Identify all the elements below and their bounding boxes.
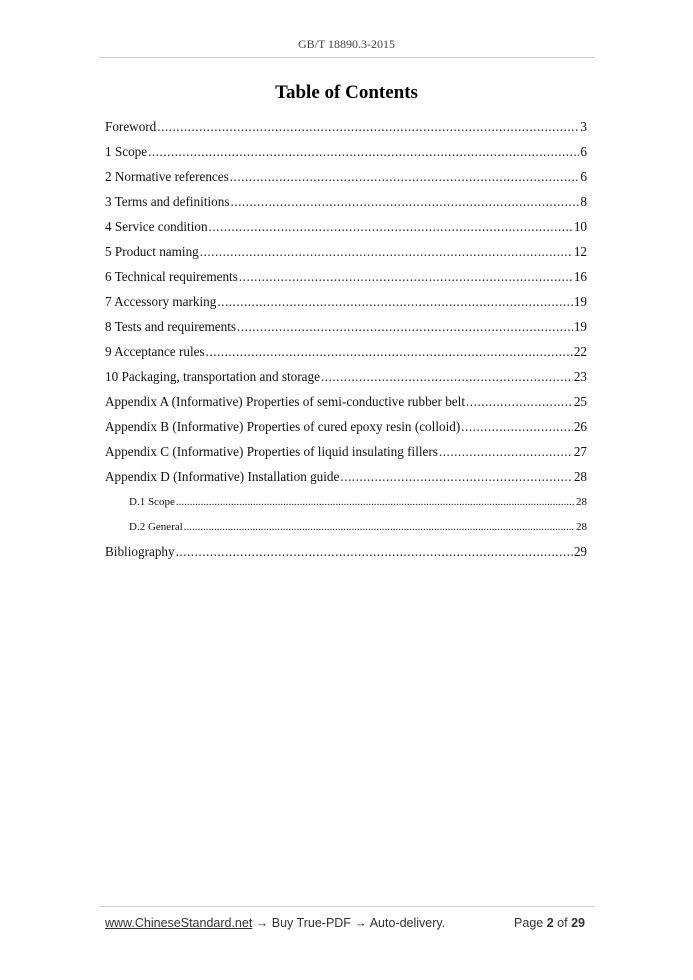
footer-divider bbox=[99, 906, 595, 907]
toc-entry-appendix-c[interactable] bbox=[105, 442, 587, 467]
toc-dot-leader bbox=[217, 292, 572, 312]
toc-entry-d1-scope[interactable] bbox=[105, 492, 587, 517]
toc-list bbox=[105, 117, 587, 567]
toc-entry-page: 6 bbox=[580, 144, 587, 159]
toc-entry-normative-references[interactable] bbox=[105, 167, 587, 192]
toc-entry-label: 10 Packaging, transportation and storage bbox=[105, 369, 320, 384]
toc-dot-leader bbox=[321, 367, 573, 387]
toc-entry-tests-requirements[interactable] bbox=[105, 317, 587, 342]
toc-dot-leader bbox=[340, 467, 572, 487]
toc-entry-page: 27 bbox=[573, 444, 587, 459]
toc-entry-bibliography[interactable] bbox=[105, 542, 587, 567]
toc-dot-leader bbox=[237, 317, 573, 337]
page-footer bbox=[105, 916, 585, 930]
toc-entry-label: D.2 General bbox=[129, 521, 183, 533]
total-pages: 29 bbox=[571, 916, 585, 930]
toc-entry-label: 9 Acceptance rules bbox=[105, 344, 205, 359]
toc-entry-label: 3 Terms and definitions bbox=[105, 194, 230, 209]
toc-entry-scope[interactable] bbox=[105, 142, 587, 167]
toc-entry-appendix-d[interactable] bbox=[105, 467, 587, 492]
toc-dot-leader bbox=[176, 542, 573, 562]
toc-entry-label: Appendix C (Informative) Properties of liquid insulating fillers bbox=[105, 444, 438, 459]
toc-entry-acceptance-rules[interactable] bbox=[105, 342, 587, 367]
toc-entry-page: 22 bbox=[573, 344, 587, 359]
toc-entry-page: 23 bbox=[573, 369, 587, 384]
toc-dot-leader bbox=[461, 417, 573, 437]
toc-entry-terms-definitions[interactable] bbox=[105, 192, 587, 217]
toc-entry-label: Bibliography bbox=[105, 544, 175, 559]
toc-entry-appendix-b[interactable] bbox=[105, 417, 587, 442]
toc-entry-label: Foreword bbox=[105, 119, 157, 134]
toc-entry-appendix-a[interactable] bbox=[105, 392, 587, 417]
toc-dot-leader bbox=[230, 192, 579, 212]
toc-dot-leader bbox=[157, 117, 579, 137]
toc-entry-page: 6 bbox=[580, 169, 587, 184]
toc-entry-label: 1 Scope bbox=[105, 144, 148, 159]
toc-entry-product-naming[interactable] bbox=[105, 242, 587, 267]
toc-entry-page: 25 bbox=[573, 394, 587, 409]
footer-promo-text: → Buy True-PDF → Auto-delivery. bbox=[252, 916, 446, 930]
toc-entry-page: 8 bbox=[580, 194, 587, 209]
toc-entry-page: 19 bbox=[573, 294, 587, 309]
of-word: of bbox=[557, 916, 568, 930]
toc-entry-page: 26 bbox=[573, 419, 587, 434]
toc-entry-page: 28 bbox=[576, 521, 587, 533]
site-link[interactable]: www.ChineseStandard.net bbox=[105, 916, 253, 930]
toc-dot-leader bbox=[209, 217, 573, 237]
toc-entry-page: 10 bbox=[573, 219, 587, 234]
toc-entry-page: 28 bbox=[573, 469, 587, 484]
toc-title: Table of Contents bbox=[275, 82, 418, 103]
toc-entry-label: Appendix A (Informative) Properties of semi-conductive rubber belt bbox=[105, 394, 465, 409]
toc-entry-label: Appendix B (Informative) Properties of cured epoxy resin (colloid) bbox=[105, 419, 461, 434]
header-divider bbox=[99, 57, 595, 58]
toc-dot-leader bbox=[200, 242, 573, 262]
toc-entry-packaging[interactable] bbox=[105, 367, 587, 392]
toc-entry-label: Appendix D (Informative) Installation guide bbox=[105, 469, 340, 484]
toc-entry-label: 5 Product naming bbox=[105, 244, 199, 259]
toc-entry-page: 3 bbox=[580, 119, 587, 134]
toc-dot-leader bbox=[466, 392, 573, 412]
toc-entry-page: 12 bbox=[573, 244, 587, 259]
footer-promo bbox=[105, 916, 445, 930]
toc-dot-leader bbox=[230, 167, 580, 187]
toc-entry-page: 28 bbox=[576, 496, 587, 508]
toc-dot-leader bbox=[176, 492, 575, 512]
page-number bbox=[514, 916, 585, 930]
toc-entry-accessory-marking[interactable] bbox=[105, 292, 587, 317]
page-word: Page bbox=[514, 916, 544, 930]
current-page: 2 bbox=[546, 916, 554, 930]
toc-entry-label: 2 Normative references bbox=[105, 169, 229, 184]
toc-entry-page: 16 bbox=[573, 269, 587, 284]
toc-entry-service-condition[interactable] bbox=[105, 217, 587, 242]
toc-entry-label: 4 Service condition bbox=[105, 219, 208, 234]
toc-entry-technical-requirements[interactable] bbox=[105, 267, 587, 292]
toc-entry-label: 6 Technical requirements bbox=[105, 269, 238, 284]
toc-entry-d2-general[interactable] bbox=[105, 517, 587, 542]
toc-dot-leader bbox=[439, 442, 573, 462]
toc-entry-page: 29 bbox=[573, 544, 587, 559]
toc-dot-leader bbox=[148, 142, 579, 162]
toc-entry-foreword[interactable] bbox=[105, 117, 587, 142]
document-code: GB/T 18890.3-2015 bbox=[297, 37, 396, 51]
toc-entry-label: 7 Accessory marking bbox=[105, 294, 217, 309]
toc-dot-leader bbox=[239, 267, 573, 287]
toc-dot-leader bbox=[206, 342, 573, 362]
toc-dot-leader bbox=[184, 517, 575, 537]
toc-entry-page: 19 bbox=[573, 319, 587, 334]
toc-entry-label: 8 Tests and requirements bbox=[105, 319, 237, 334]
toc-entry-label: D.1 Scope bbox=[129, 496, 175, 508]
